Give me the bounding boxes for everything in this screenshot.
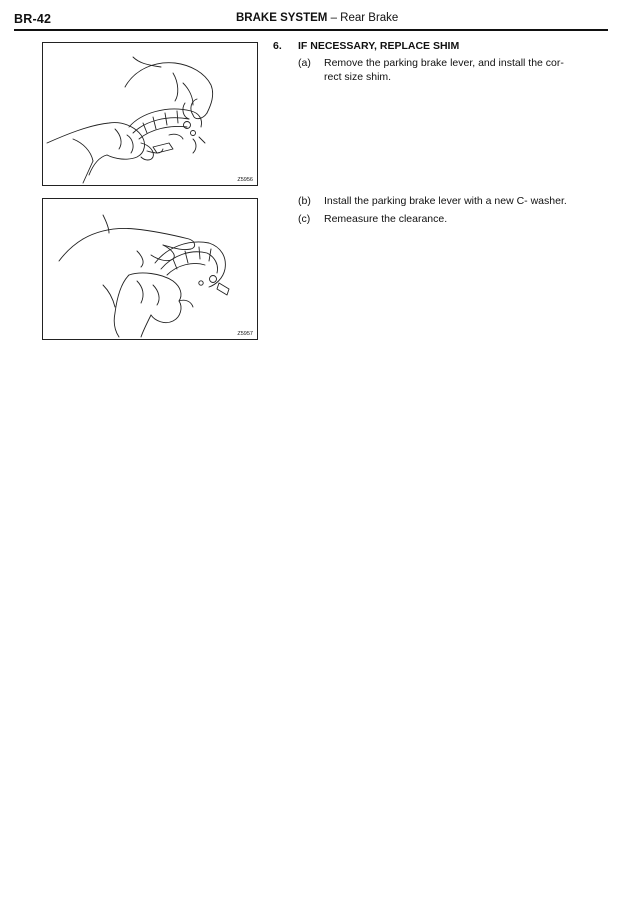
substep-text: Install the parking brake lever with a new C- washer.	[324, 195, 567, 207]
substep-c	[298, 212, 594, 226]
header-rule	[14, 29, 608, 31]
figure-id: Z5956	[237, 177, 253, 183]
substep-letter: (c)	[298, 213, 311, 225]
substep-letter: (a)	[298, 57, 311, 69]
figure-id: Z5957	[237, 331, 253, 337]
section-title-sub: – Rear Brake	[327, 12, 399, 24]
section-title-main: BRAKE SYSTEM	[236, 12, 328, 24]
substep-letter: (b)	[298, 195, 311, 207]
substep-text-line: Remove the parking brake lever, and install the cor-	[324, 57, 564, 69]
section-title	[236, 12, 398, 24]
figure-shim-removal	[42, 42, 258, 186]
page-header	[14, 10, 606, 30]
substep-b	[298, 194, 614, 208]
brake-shoe-shim-removal-illustration-icon	[43, 43, 257, 185]
substep-text-line: rect size shim.	[324, 71, 392, 83]
step-number: 6.	[273, 40, 282, 52]
brake-lever-install-illustration-icon	[43, 199, 257, 339]
step-title: IF NECESSARY, REPLACE SHIM	[298, 40, 460, 52]
figure-lever-install	[42, 198, 258, 340]
substep-a	[298, 56, 594, 84]
page-number: BR-42	[14, 12, 52, 26]
substep-text	[324, 56, 594, 84]
step-heading	[273, 40, 459, 52]
substep-text: Remeasure the clearance.	[324, 213, 448, 225]
